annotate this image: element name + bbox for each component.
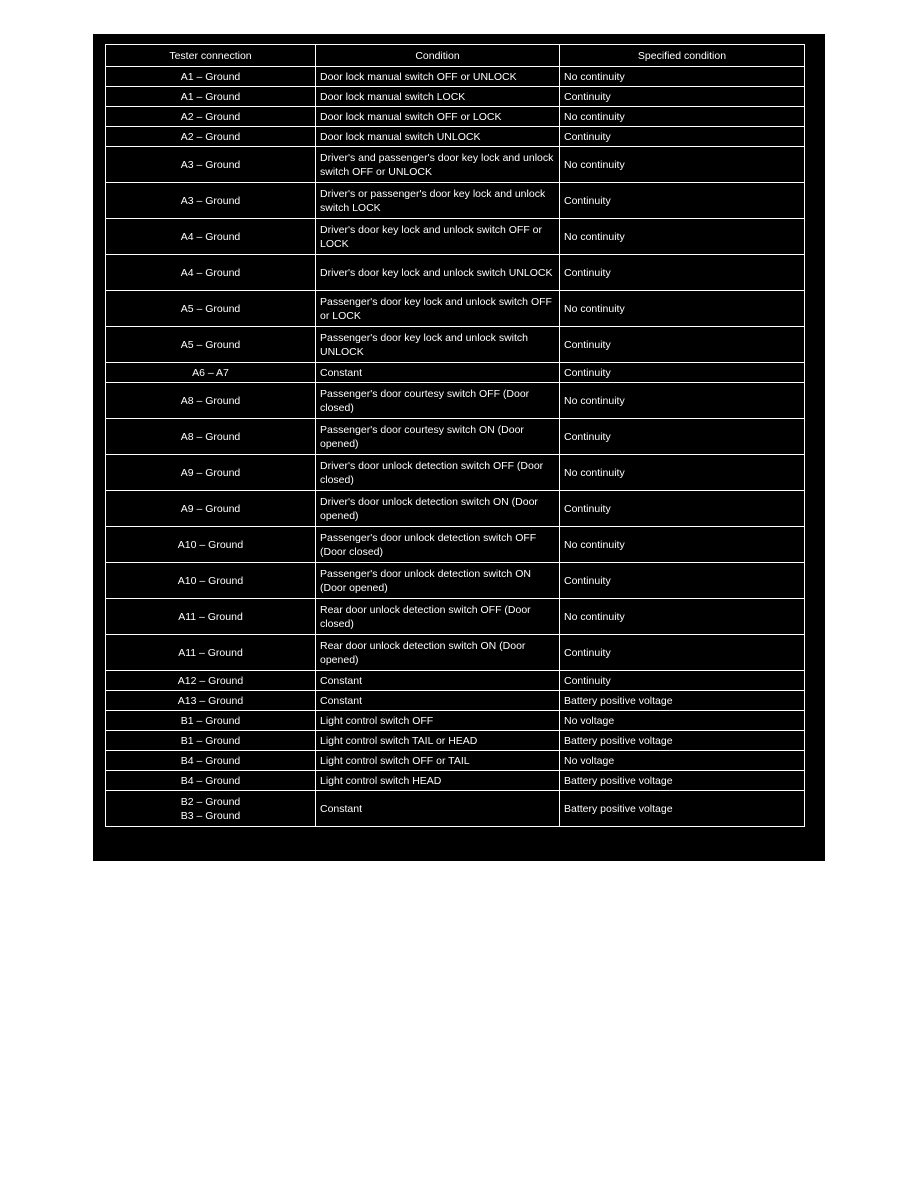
tester-connection-cell bbox=[106, 671, 316, 691]
tester-connection-label: B3 – Ground bbox=[180, 809, 241, 822]
specified-condition-cell: No continuity bbox=[560, 455, 805, 491]
table-row bbox=[106, 455, 805, 491]
table-panel bbox=[93, 34, 825, 861]
specified-condition-cell: No continuity bbox=[560, 147, 805, 183]
table-row bbox=[106, 127, 805, 147]
tester-connection-label: B4 – Ground bbox=[180, 754, 241, 767]
specified-condition-cell: No voltage bbox=[560, 751, 805, 771]
specified-condition-cell: Battery positive voltage bbox=[560, 791, 805, 827]
table-row bbox=[106, 67, 805, 87]
specified-condition-cell: Continuity bbox=[560, 419, 805, 455]
specified-condition-cell: No voltage bbox=[560, 711, 805, 731]
condition-cell: Constant bbox=[316, 671, 560, 691]
condition-cell: Driver's door key lock and unlock switch OFF or LOCK bbox=[316, 219, 560, 255]
condition-cell: Light control switch OFF bbox=[316, 711, 560, 731]
specified-condition-cell: Battery positive voltage bbox=[560, 771, 805, 791]
table-row bbox=[106, 219, 805, 255]
tester-connection-label: A1 – Ground bbox=[180, 70, 241, 83]
specified-condition-cell: No continuity bbox=[560, 599, 805, 635]
condition-cell: Passenger's door key lock and unlock switch UNLOCK bbox=[316, 327, 560, 363]
table-row bbox=[106, 255, 805, 291]
specified-condition-cell: No continuity bbox=[560, 291, 805, 327]
condition-cell: Passenger's door courtesy switch ON (Door opened) bbox=[316, 419, 560, 455]
tester-connection-label: A12 – Ground bbox=[177, 674, 244, 687]
specified-condition-cell: Continuity bbox=[560, 491, 805, 527]
tester-connection-cell bbox=[106, 183, 316, 219]
specified-condition-cell: Battery positive voltage bbox=[560, 691, 805, 711]
condition-cell: Passenger's door key lock and unlock switch OFF or LOCK bbox=[316, 291, 560, 327]
condition-cell: Door lock manual switch OFF or UNLOCK bbox=[316, 67, 560, 87]
tester-connection-label: A8 – Ground bbox=[180, 430, 241, 443]
specified-condition-cell: No continuity bbox=[560, 67, 805, 87]
table-row bbox=[106, 87, 805, 107]
tester-connection-cell bbox=[106, 455, 316, 491]
table-body bbox=[106, 67, 805, 827]
tester-connection-label: A8 – Ground bbox=[180, 394, 241, 407]
header-specified-condition: Specified condition bbox=[560, 45, 805, 67]
tester-connection-cell bbox=[106, 327, 316, 363]
tester-connection-cell bbox=[106, 291, 316, 327]
condition-cell: Light control switch HEAD bbox=[316, 771, 560, 791]
tester-connection-cell bbox=[106, 751, 316, 771]
tester-connection-cell bbox=[106, 731, 316, 751]
tester-connection-cell bbox=[106, 127, 316, 147]
table-row bbox=[106, 291, 805, 327]
tester-connection-label: A4 – Ground bbox=[180, 266, 241, 279]
tester-connection-label: A2 – Ground bbox=[180, 110, 241, 123]
condition-cell: Constant bbox=[316, 363, 560, 383]
table-row bbox=[106, 635, 805, 671]
specified-condition-cell: Continuity bbox=[560, 671, 805, 691]
condition-cell: Door lock manual switch UNLOCK bbox=[316, 127, 560, 147]
specified-condition-cell: No continuity bbox=[560, 107, 805, 127]
table-row bbox=[106, 147, 805, 183]
tester-connection-label: A1 – Ground bbox=[180, 90, 241, 103]
header-condition: Condition bbox=[316, 45, 560, 67]
tester-connection-label: A10 – Ground bbox=[177, 538, 244, 551]
tester-connection-cell bbox=[106, 147, 316, 183]
table-header-row bbox=[106, 45, 805, 67]
table-row bbox=[106, 419, 805, 455]
tester-connection-label: A5 – Ground bbox=[180, 338, 241, 351]
table-row bbox=[106, 107, 805, 127]
tester-connection-label: B4 – Ground bbox=[180, 774, 241, 787]
specified-condition-cell: Continuity bbox=[560, 363, 805, 383]
table-row bbox=[106, 327, 805, 363]
table-row bbox=[106, 599, 805, 635]
tester-connection-cell bbox=[106, 771, 316, 791]
condition-cell: Constant bbox=[316, 691, 560, 711]
specified-condition-cell: No continuity bbox=[560, 527, 805, 563]
tester-connection-cell bbox=[106, 635, 316, 671]
tester-connection-label: A9 – Ground bbox=[180, 466, 241, 479]
tester-connection-label: A9 – Ground bbox=[180, 502, 241, 515]
tester-connection-cell bbox=[106, 107, 316, 127]
condition-cell: Driver's or passenger's door key lock and unlock switch LOCK bbox=[316, 183, 560, 219]
condition-cell: Passenger's door courtesy switch OFF (Door closed) bbox=[316, 383, 560, 419]
tester-connection-label: A4 – Ground bbox=[180, 230, 241, 243]
table-row bbox=[106, 731, 805, 751]
tester-connection-cell bbox=[106, 599, 316, 635]
tester-connection-cell bbox=[106, 791, 316, 827]
tester-connection-label: A13 – Ground bbox=[177, 694, 244, 707]
specified-condition-cell: Continuity bbox=[560, 127, 805, 147]
tester-connection-cell bbox=[106, 383, 316, 419]
table-row bbox=[106, 563, 805, 599]
condition-cell: Passenger's door unlock detection switch OFF (Door closed) bbox=[316, 527, 560, 563]
specified-condition-cell: Continuity bbox=[560, 563, 805, 599]
tester-connection-cell bbox=[106, 363, 316, 383]
tester-connection-label: B1 – Ground bbox=[180, 734, 241, 747]
condition-cell: Driver's door unlock detection switch ON (Door opened) bbox=[316, 491, 560, 527]
table-row bbox=[106, 751, 805, 771]
condition-cell: Rear door unlock detection switch OFF (Door closed) bbox=[316, 599, 560, 635]
table-row bbox=[106, 491, 805, 527]
tester-connection-cell bbox=[106, 563, 316, 599]
specified-condition-cell: Continuity bbox=[560, 635, 805, 671]
table-row bbox=[106, 791, 805, 827]
condition-cell: Rear door unlock detection switch ON (Door opened) bbox=[316, 635, 560, 671]
header-tester-connection: Tester connection bbox=[106, 45, 316, 67]
tester-connection-label: A11 – Ground bbox=[178, 610, 243, 623]
table-row bbox=[106, 691, 805, 711]
specified-condition-cell: Continuity bbox=[560, 255, 805, 291]
specified-condition-cell: Continuity bbox=[560, 183, 805, 219]
tester-connection-label: B2 – Ground bbox=[180, 795, 241, 808]
condition-cell: Light control switch TAIL or HEAD bbox=[316, 731, 560, 751]
table-row bbox=[106, 771, 805, 791]
tester-connection-label: A11 – Ground bbox=[178, 646, 243, 659]
tester-connection-cell bbox=[106, 419, 316, 455]
condition-cell: Driver's and passenger's door key lock and unlock switch OFF or UNLOCK bbox=[316, 147, 560, 183]
condition-cell: Passenger's door unlock detection switch ON (Door opened) bbox=[316, 563, 560, 599]
condition-cell: Constant bbox=[316, 791, 560, 827]
table-row bbox=[106, 527, 805, 563]
tester-connection-label: A5 – Ground bbox=[180, 302, 241, 315]
table-row bbox=[106, 671, 805, 691]
tester-connection-cell bbox=[106, 691, 316, 711]
tester-connection-label: A6 – A7 bbox=[192, 366, 229, 379]
tester-connection-label: A3 – Ground bbox=[180, 194, 241, 207]
table-row bbox=[106, 363, 805, 383]
tester-connection-cell bbox=[106, 711, 316, 731]
table-row bbox=[106, 183, 805, 219]
tester-connection-table bbox=[105, 44, 805, 827]
tester-connection-cell bbox=[106, 491, 316, 527]
condition-cell: Driver's door key lock and unlock switch UNLOCK bbox=[316, 255, 560, 291]
specified-condition-cell: Continuity bbox=[560, 327, 805, 363]
specified-condition-cell: Continuity bbox=[560, 87, 805, 107]
table-row bbox=[106, 711, 805, 731]
specified-condition-cell: No continuity bbox=[560, 383, 805, 419]
tester-connection-cell bbox=[106, 527, 316, 563]
table-row bbox=[106, 383, 805, 419]
condition-cell: Door lock manual switch OFF or LOCK bbox=[316, 107, 560, 127]
tester-connection-cell bbox=[106, 87, 316, 107]
tester-connection-cell bbox=[106, 255, 316, 291]
condition-cell: Light control switch OFF or TAIL bbox=[316, 751, 560, 771]
specified-condition-cell: Battery positive voltage bbox=[560, 731, 805, 751]
tester-connection-cell bbox=[106, 219, 316, 255]
tester-connection-label: A2 – Ground bbox=[180, 130, 241, 143]
tester-connection-label: A10 – Ground bbox=[177, 574, 244, 587]
condition-cell: Door lock manual switch LOCK bbox=[316, 87, 560, 107]
tester-connection-cell bbox=[106, 67, 316, 87]
tester-connection-label: A3 – Ground bbox=[180, 158, 241, 171]
condition-cell: Driver's door unlock detection switch OFF (Door closed) bbox=[316, 455, 560, 491]
specified-condition-cell: No continuity bbox=[560, 219, 805, 255]
tester-connection-label: B1 – Ground bbox=[180, 714, 241, 727]
